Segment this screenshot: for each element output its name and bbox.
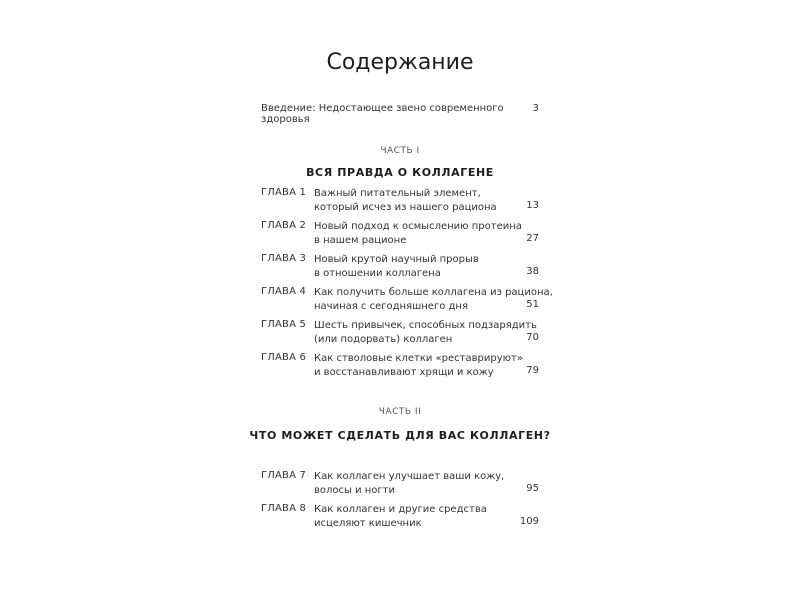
chapter-title-line: волосы и ногти (314, 484, 396, 496)
chapter-title-line: в отношении коллагена (314, 267, 441, 279)
chapter-label: ГЛАВА 1 (261, 187, 307, 198)
chapter-label: ГЛАВА 6 (261, 352, 307, 363)
chapter-title-line: Как коллаген улучшает ваши кожу, (314, 471, 505, 482)
chapter-title (314, 470, 514, 497)
page-number: 27 (526, 233, 539, 244)
toc-entry-chapter-3 (261, 253, 539, 281)
page-number: 95 (526, 483, 539, 494)
toc-entry-introduction (261, 103, 539, 125)
intro-title: Введение: Недостающее звено современного здоровья (261, 103, 504, 125)
chapter-label: ГЛАВА 8 (261, 503, 307, 514)
chapter-title-line: Как получить больше коллагена из рациона, (314, 287, 553, 298)
chapter-title-line: Новый подход к осмыслению протеина (314, 221, 522, 232)
chapter-title (314, 503, 514, 530)
chapter-title-line: Шесть привычек, способных подзарядить (314, 320, 537, 331)
chapter-label: ГЛАВА 3 (261, 253, 307, 264)
toc-title: Содержание (326, 50, 474, 75)
chapter-title (314, 352, 523, 379)
chapter-label: ГЛАВА 5 (261, 319, 307, 330)
page-number: 79 (526, 365, 539, 376)
chapter-title-line: Важный питательный элемент, (314, 188, 481, 199)
chapter-title-line: и восстанавливают хрящи и кожу (314, 366, 494, 378)
toc-entry-chapter-7 (261, 470, 539, 498)
part-1-title: ВСЯ ПРАВДА О КОЛЛАГЕНЕ (306, 166, 494, 179)
chapter-title-line: который исчез из нашего рациона (314, 201, 497, 213)
toc-entry-chapter-1 (261, 187, 539, 215)
page-number: 109 (519, 516, 539, 527)
part-2-title: ЧТО МОЖЕТ СДЕЛАТЬ ДЛЯ ВАС КОЛЛАГЕН? (249, 429, 551, 442)
page-number: 70 (526, 332, 539, 343)
chapter-label: ГЛАВА 2 (261, 220, 307, 231)
chapter-title (314, 220, 522, 247)
page-number: 38 (526, 266, 539, 277)
toc-entry-chapter-4 (261, 286, 553, 314)
chapter-title-line: Новый крутой научный прорыв (314, 254, 479, 265)
chapter-title-line: (или подорвать) коллаген (314, 333, 453, 345)
chapter-title (314, 253, 514, 280)
page-number: 3 (532, 103, 539, 114)
part-1-label: ЧАСТЬ I (380, 146, 420, 156)
toc-entry-chapter-6 (261, 352, 539, 380)
chapter-title-line: Как стволовые клетки «реставрируют» (314, 353, 523, 364)
chapter-title (314, 187, 514, 214)
chapter-label: ГЛАВА 7 (261, 470, 307, 481)
page-number: 13 (526, 200, 539, 211)
part-2-label: ЧАСТЬ II (378, 407, 422, 417)
toc-entry-chapter-8 (261, 503, 539, 531)
chapter-label: ГЛАВА 4 (261, 286, 307, 297)
chapter-title-line: в нашем рационе (314, 234, 407, 246)
chapter-title-line: начиная с сегодняшнего дня (314, 300, 468, 312)
toc-entry-chapter-5 (261, 319, 539, 347)
chapter-title-line: исцеляют кишечник (314, 517, 422, 529)
page-number: 51 (526, 299, 539, 310)
toc-entry-chapter-2 (261, 220, 539, 248)
chapter-title-line: Как коллаген и другие средства (314, 504, 487, 515)
